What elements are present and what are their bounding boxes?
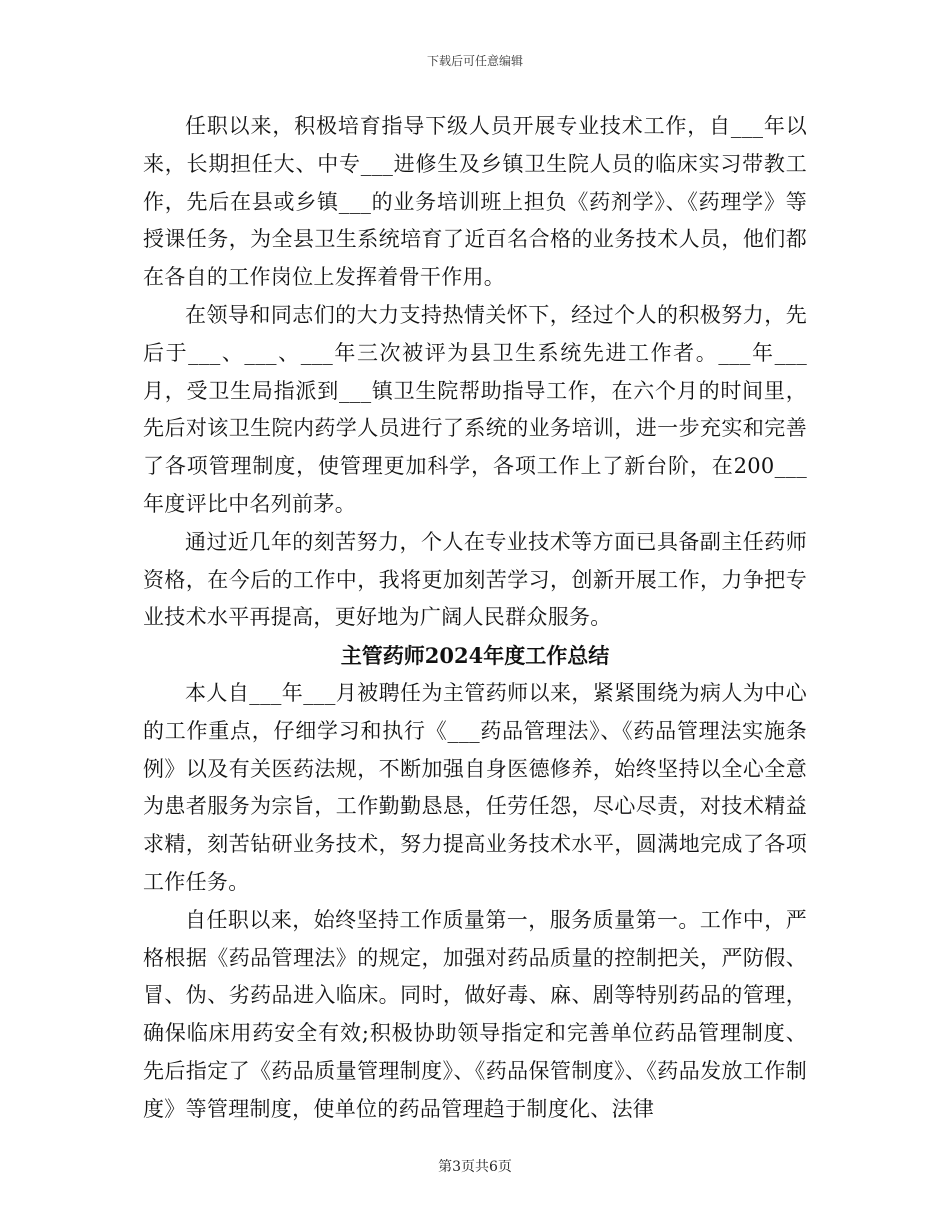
- page-footer-number: 第3页共6页: [438, 1159, 512, 1175]
- section-title: 主管药师2024年度工作总结: [340, 643, 610, 669]
- paragraph-awards: 在领导和同志们的大力支持热情关怀下，经过个人的积极努力，先后于___、___、___年三次被评为县卫生系统先进工作者。___年___月，受卫生局指派到___镇卫生院帮助指导工作，在六个月的时间里，先后对该卫生院内药学人员进行了系统的业务培训，进一步充实和完善了各项管理制度，使管理更加科学，各项工作上了新台阶，在200___年度评比中名列前茅。: [143, 302, 807, 516]
- paragraph-qualification: 通过近几年的刻苦努力，个人在专业技术等方面已具备副主任药师资格，在今后的工作中，我将更加刻苦学习，创新开展工作，力争把专业技术水平再提高，更好地为广阔人民群众服务。: [143, 529, 807, 630]
- paragraph-appointment: 本人自___年___月被聘任为主管药师以来，紧紧围绕为病人为中心的工作重点，仔细学习和执行《___药品管理法》、《药品管理法实施条例》以及有关医药法规，不断加强自身医德修养，始终坚持以全心全意为患者服务为宗旨，工作勤勤恳恳，任劳任怨，尽心尽责，对技术精益求精，刻苦钻研业务技术，努力提高业务技术水平，圆满地完成了各项工作任务。: [143, 680, 807, 894]
- document-body: [143, 108, 807, 1129]
- page-header-note: 下载后可任意编辑: [426, 54, 523, 68]
- paragraph-teaching: 任职以来，积极培育指导下级人员开展专业技术工作，自___年以来，长期担任大、中专___进修生及乡镇卫生院人员的临床实习带教工作，先后在县或乡镇___的业务培训班上担负《药剂学》、《药理学》等授课任务，为全县卫生系统培育了近百名合格的业务技术人员，他们都在各自的工作岗位上发挥着骨干作用。: [143, 114, 807, 290]
- paragraph-quality: 自任职以来，始终坚持工作质量第一，服务质量第一。工作中，严格根据《药品管理法》的规定，加强对药品质量的控制把关，严防假、冒、伪、劣药品进入临床。同时，做好毒、麻、剧等特别药品的管理，确保临床用药安全有效;积极协助领导指定和完善单位药品管理制度、先后指定了《药品质量管理制度》、《药品保管制度》、《药品发放工作制度》等管理制度，使单位的药品管理趋于制度化、法律: [143, 907, 807, 1121]
